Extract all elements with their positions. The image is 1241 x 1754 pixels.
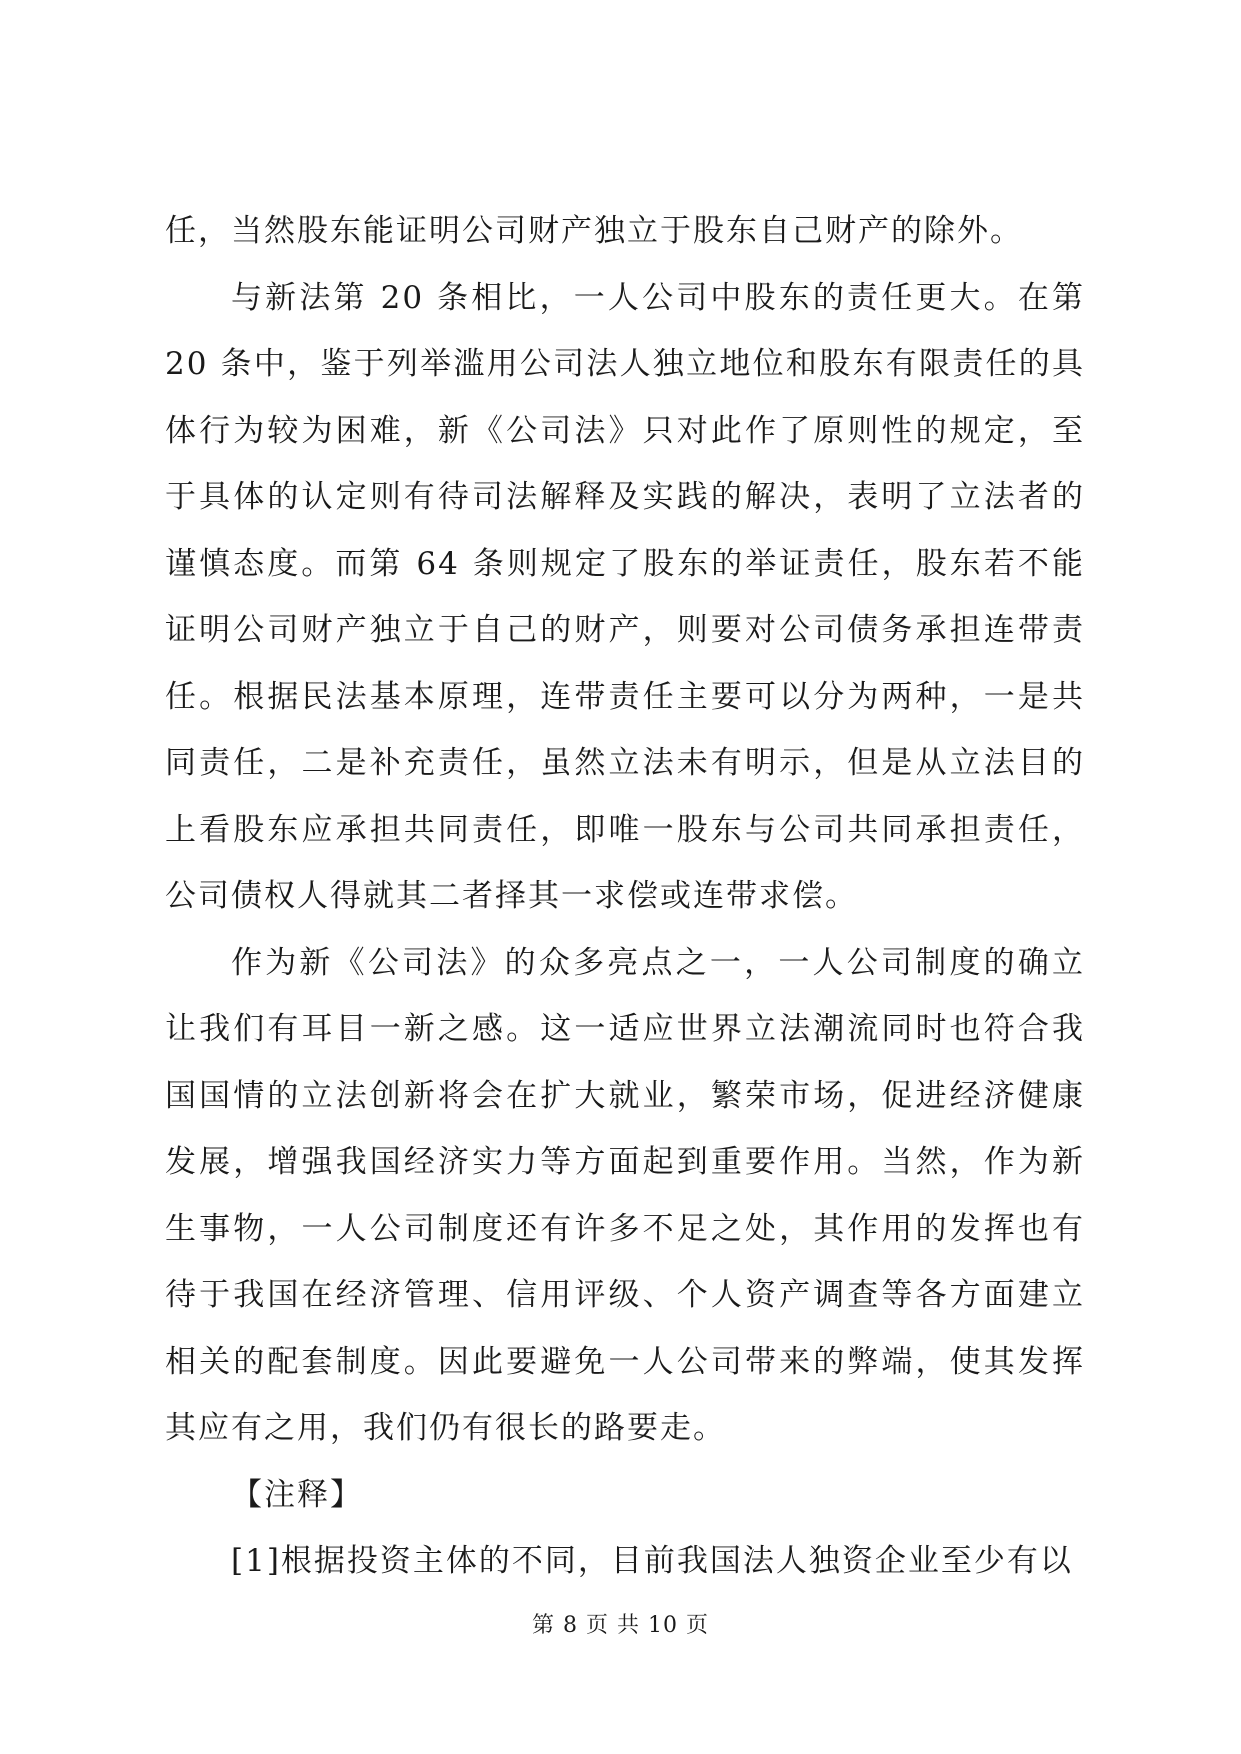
paragraph-continuation: 任，当然股东能证明公司财产独立于股东自己财产的除外。 xyxy=(165,213,1023,249)
paragraph-conclusion: 作为新《公司法》的众多亮点之一，一人公司制度的确立让我们有耳目一新之感。这一适应世界立法潮流同时也符合我国国情的立法创新将会在扩大就业，繁荣市场，促进经济健康发展，增强我国经济实力等方面起到重要作用。当然，作为新生事物，一人公司制度还有许多不足之处，其作用的发挥也有待于我国在经济管理、信用评级、个人资产调查等各方面建立相关的配套制度。因此要避免一人公司带来的弊端，使其发挥其应有之用，我们仍有很长的路要走。 xyxy=(165,944,1085,1446)
document-body xyxy=(165,198,1085,1595)
note-item-1: [1]根据投资主体的不同，目前我国法人独资企业至少有以 xyxy=(231,1543,1073,1579)
page-number-footer: 第 8 页 共 10 页 xyxy=(532,1613,709,1638)
paragraph-article-comparison: 与新法第 20 条相比，一人公司中股东的责任更大。在第 20 条中，鉴于列举滥用公司法人独立地位和股东有限责任的具体行为较为困难，新《公司法》只对此作了原则性的规定，至于具体的认定则有待司法解释及实践的解决，表明了立法者的谨慎态度。而第 64 条则规定了股东的举证责任，股东若不能证明公司财产独立于自己的财产，则要对公司债务承担连带责任。根据民法基本原理，连带责任主要可以分为两种，一是共同责任，二是补充责任，虽然立法未有明示，但是从立法目的上看股东应承担共同责任，即唯一股东与公司共同承担责任，公司债权人得就其二者择其一求偿或连带求偿。 xyxy=(165,279,1085,914)
notes-heading: 【注释】 xyxy=(231,1476,363,1513)
